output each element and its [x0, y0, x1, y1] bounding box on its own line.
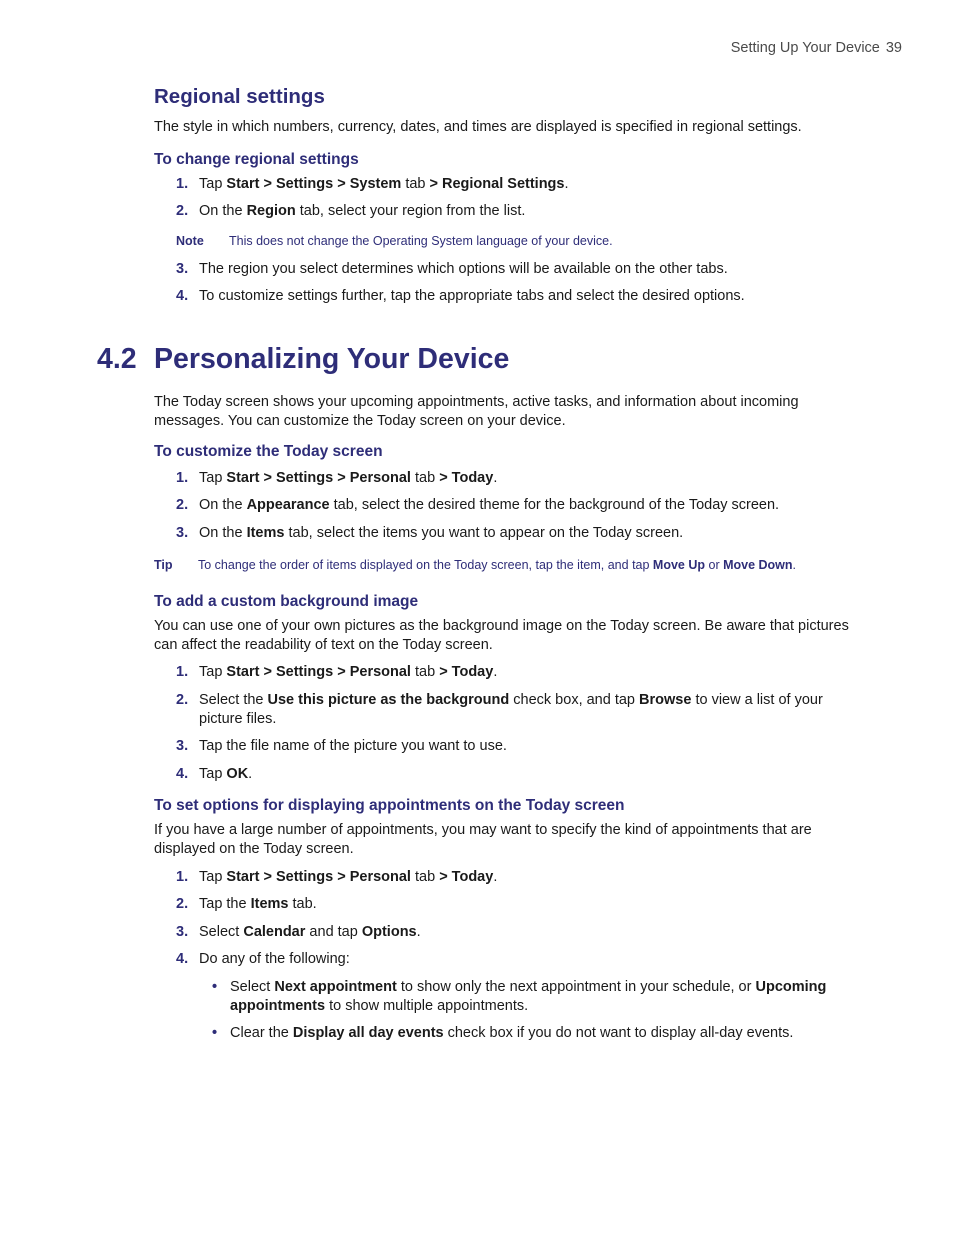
step-number: 3.	[176, 261, 189, 277]
customize-step-3	[176, 524, 856, 543]
customize-today-title: To customize the Today screen	[154, 443, 383, 460]
section-heading	[97, 343, 509, 376]
section-title: Personalizing Your Device	[154, 343, 510, 375]
step-text: The region you select determines which options will be available on the other tabs.	[199, 261, 728, 277]
step-text: Do any of the following:	[199, 951, 350, 967]
bullet-dot: •	[212, 979, 218, 995]
bullet-text: Clear the Display all day events check box if you do not want to display all-day events.	[230, 1025, 794, 1041]
step-number: 1.	[176, 664, 189, 680]
step-text: Tap Start > Settings > Personal tab > Today.	[199, 869, 498, 885]
header-title: Setting Up Your Device	[730, 40, 880, 56]
step-text: On the Appearance tab, select the desired theme for the background of the Today screen.	[199, 497, 780, 513]
step-number: 3.	[176, 924, 189, 940]
step-text: Tap OK.	[199, 766, 253, 782]
appointments-bullet-1	[212, 978, 852, 1016]
page-number: 39	[885, 40, 902, 56]
step-text: Select Calendar and tap Options.	[199, 924, 421, 940]
appointments-step-2	[176, 895, 856, 914]
section-number: 4.2	[97, 343, 137, 375]
regional-step-1	[176, 175, 856, 194]
step-number: 2.	[176, 692, 189, 708]
customize-step-1	[176, 469, 856, 488]
step-number: 4.	[176, 951, 189, 967]
step-text: On the Region tab, select your region from the list.	[199, 203, 526, 219]
step-number: 1.	[176, 869, 189, 885]
background-step-4	[176, 765, 856, 784]
appointments-intro: If you have a large number of appointments, you may want to specify the kind of appointments that are displayed on the Today screen.	[154, 822, 812, 857]
background-step-1	[176, 663, 856, 682]
background-step-3	[176, 737, 856, 756]
step-number: 2.	[176, 203, 189, 219]
customize-tip	[154, 558, 864, 574]
step-number: 3.	[176, 738, 189, 754]
step-text: Tap Start > Settings > Personal tab > Today.	[199, 470, 498, 486]
regional-step-4	[176, 287, 856, 306]
tip-text: To change the order of items displayed on the Today screen, tap the item, and tap Move Up or Move Down.	[198, 558, 797, 572]
note-text: This does not change the Operating System language of your device.	[229, 234, 613, 248]
regional-note	[176, 234, 856, 250]
section-intro: The Today screen shows your upcoming appointments, active tasks, and information about incoming messages. You can customize the Today screen on your device.	[154, 394, 799, 429]
customize-step-2	[176, 496, 856, 515]
step-number: 3.	[176, 525, 189, 541]
note-label: Note	[176, 234, 204, 248]
tip-label: Tip	[154, 558, 173, 572]
step-number: 4.	[176, 766, 189, 782]
background-intro: You can use one of your own pictures as the background image on the Today screen. Be aware that pictures can affect the readability of text on the Today screen.	[154, 618, 849, 653]
step-number: 2.	[176, 497, 189, 513]
custom-background-title: To add a custom background image	[154, 593, 419, 610]
bullet-dot: •	[212, 1025, 218, 1041]
step-text: Tap Start > Settings > System tab > Regional Settings.	[199, 176, 569, 192]
appointments-step-4	[176, 950, 856, 969]
appointments-bullet-2	[212, 1024, 852, 1043]
step-number: 2.	[176, 896, 189, 912]
background-step-2	[176, 691, 856, 728]
step-text: To customize settings further, tap the appropriate tabs and select the desired options.	[199, 288, 745, 304]
step-number: 1.	[176, 176, 189, 192]
appointments-title: To set options for displaying appointments on the Today screen	[154, 797, 625, 814]
step-text: Tap the Items tab.	[199, 896, 317, 912]
step-text: Tap the file name of the picture you want to use.	[199, 738, 507, 754]
bullet-text: Select Next appointment to show only the next appointment in your schedule, or Upcoming appointments to show multiple appointments.	[230, 979, 827, 1014]
step-number: 4.	[176, 288, 189, 304]
step-text: On the Items tab, select the items you want to appear on the Today screen.	[199, 525, 684, 541]
step-text: Select the Use this picture as the background check box, and tap Browse to view a list of your picture files.	[199, 692, 823, 727]
step-text: Tap Start > Settings > Personal tab > Today.	[199, 664, 498, 680]
regional-step-3	[176, 260, 856, 279]
regional-step-2	[176, 202, 856, 221]
regional-intro: The style in which numbers, currency, dates, and times are displayed is specified in regional settings.	[154, 119, 802, 135]
step-number: 1.	[176, 470, 189, 486]
regional-settings-heading: Regional settings	[154, 85, 325, 108]
running-header	[731, 40, 902, 56]
change-regional-title: To change regional settings	[154, 151, 359, 168]
appointments-step-1	[176, 868, 856, 887]
appointments-step-3	[176, 923, 856, 942]
